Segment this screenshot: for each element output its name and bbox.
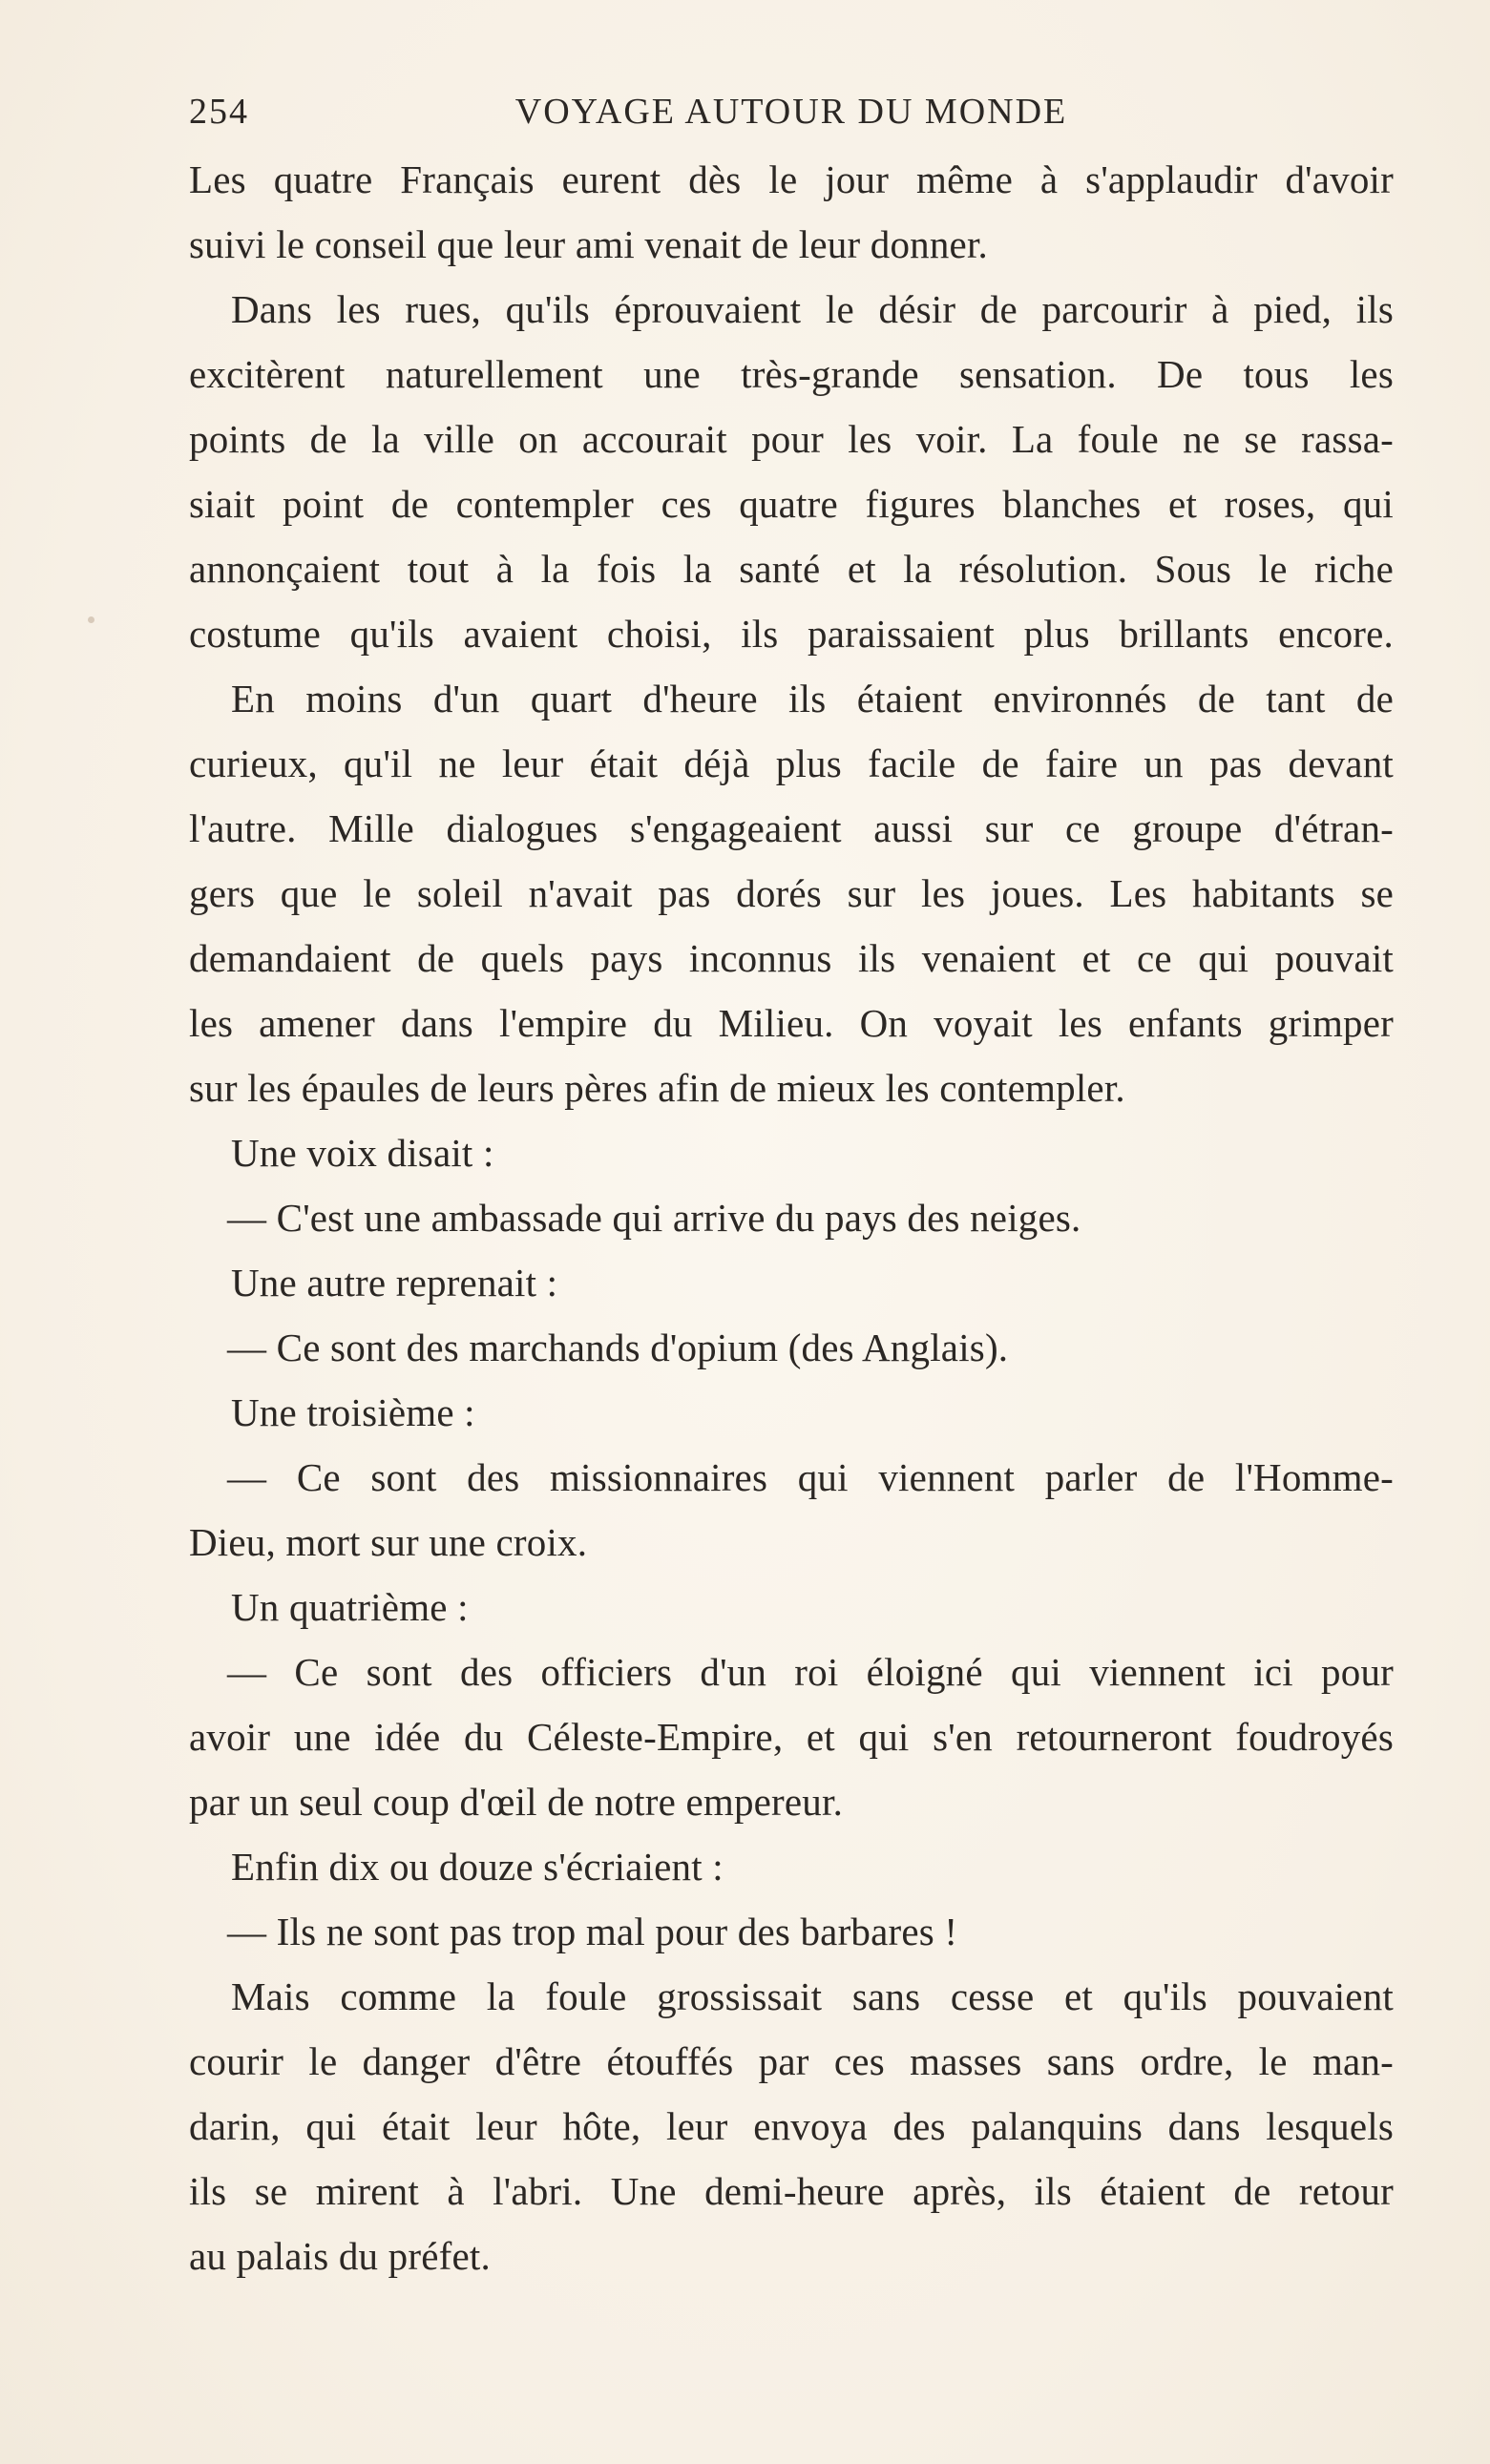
text-line: annonçaient tout à la fois la santé et la résolution. Sous le riche bbox=[189, 547, 1394, 591]
text-line: courir le danger d'être étouffés par ces masses sans ordre, le man- bbox=[189, 2039, 1394, 2083]
text-line: Dans les rues, qu'ils éprouvaient le désir de parcourir à pied, ils bbox=[231, 287, 1394, 331]
text-line: Les quatre Français eurent dès le jour même à s'applaudir d'avoir bbox=[189, 157, 1394, 201]
text-line: l'autre. Mille dialogues s'engageaient aussi sur ce groupe d'étran- bbox=[189, 806, 1394, 850]
text-line: sur les épaules de leurs pères afin de mieux les contempler. bbox=[189, 1066, 1125, 1110]
text-line: Dieu, mort sur une croix. bbox=[189, 1520, 588, 1564]
text-line: par un seul coup d'œil de notre empereur. bbox=[189, 1780, 844, 1824]
text-line: Un quatrième : bbox=[231, 1585, 469, 1629]
running-head: VOYAGE AUTOUR DU MONDE bbox=[514, 92, 1068, 132]
text-line: Mais comme la foule grossissait sans cesse et qu'ils pouvaient bbox=[231, 1974, 1394, 2018]
page-header bbox=[189, 76, 1394, 147]
text-line: curieux, qu'il ne leur était déjà plus facile de faire un pas devant bbox=[189, 741, 1394, 785]
text-line: darin, qui était leur hôte, leur envoya des palanquins dans lesquels bbox=[189, 2104, 1394, 2148]
text-line: gers que le soleil n'avait pas dorés sur les joues. Les habitants se bbox=[189, 871, 1394, 915]
page-text bbox=[189, 76, 1394, 2288]
text-line: excitèrent naturellement une très-grande sensation. De tous les bbox=[189, 352, 1394, 396]
text-line: suivi le conseil que leur ami venait de leur donner. bbox=[189, 222, 988, 266]
text-line: — Ce sont des marchands d'opium (des Anglais). bbox=[227, 1326, 1009, 1369]
text-line: siait point de contempler ces quatre figures blanches et roses, qui bbox=[189, 482, 1394, 526]
text-line: les amener dans l'empire du Milieu. On voyait les enfants grimper bbox=[189, 1001, 1394, 1045]
text-line: Une troisième : bbox=[231, 1390, 475, 1434]
text-line: Enfin dix ou douze s'écriaient : bbox=[231, 1845, 724, 1889]
text-line: demandaient de quels pays inconnus ils venaient et ce qui pouvait bbox=[189, 936, 1394, 980]
text-line: — Ce sont des officiers d'un roi éloigné qui viennent ici pour bbox=[227, 1650, 1394, 1694]
text-line: ils se mirent à l'abri. Une demi-heure après, ils étaient de retour bbox=[189, 2169, 1394, 2213]
paper-speck bbox=[88, 616, 94, 623]
text-line: Une autre reprenait : bbox=[231, 1261, 558, 1305]
text-line: Une voix disait : bbox=[231, 1131, 494, 1175]
text-line: au palais du préfet. bbox=[189, 2234, 491, 2278]
text-line: points de la ville on accourait pour les voir. La foule ne se rassa- bbox=[189, 417, 1394, 461]
text-line: — Ce sont des missionnaires qui viennent parler de l'Homme- bbox=[227, 1455, 1394, 1499]
text-line: — C'est une ambassade qui arrive du pays des neiges. bbox=[227, 1196, 1081, 1240]
text-line: En moins d'un quart d'heure ils étaient environnés de tant de bbox=[231, 677, 1394, 720]
text-line: avoir une idée du Céleste-Empire, et qui s'en retourneront foudroyés bbox=[189, 1715, 1394, 1759]
page-number: 254 bbox=[189, 92, 249, 132]
text-line: costume qu'ils avaient choisi, ils paraissaient plus brillants encore. bbox=[189, 612, 1394, 656]
text-line: — Ils ne sont pas trop mal pour des barbares ! bbox=[227, 1910, 958, 1953]
